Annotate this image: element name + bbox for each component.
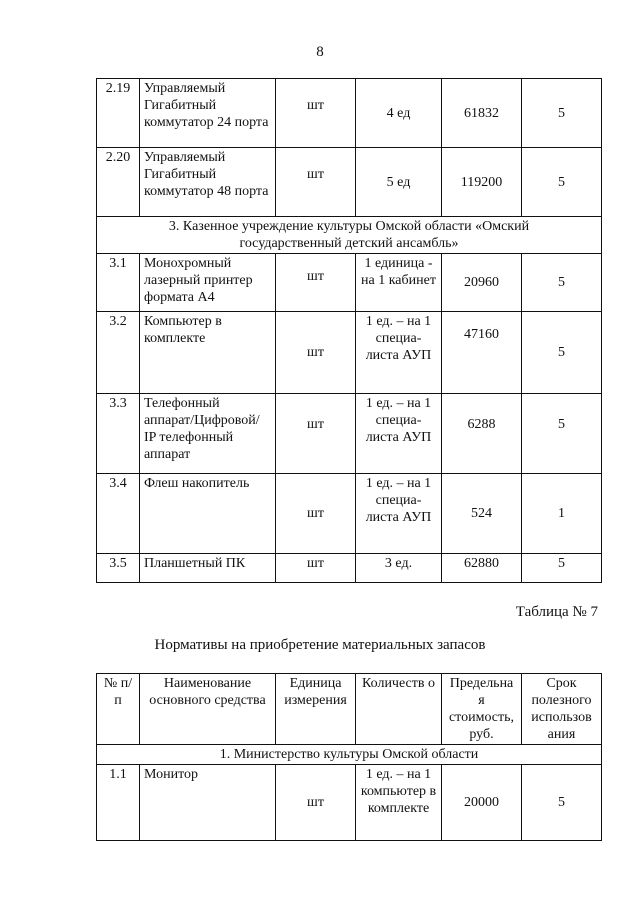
table-row [97, 79, 602, 148]
col-header-quantity: Количеств о [356, 674, 442, 745]
item-term: 1 [522, 474, 602, 554]
row-number: 3.1 [97, 254, 140, 312]
item-quantity: 1 ед. – на 1 специа-листа АУП [356, 394, 442, 474]
item-name: Телефонный аппарат/Цифровой/ IP телефонный аппарат [140, 394, 276, 474]
item-unit: шт [276, 312, 356, 394]
item-price: 119200 [442, 148, 522, 217]
table-row [97, 254, 602, 312]
item-price: 20000 [442, 765, 522, 841]
item-unit: шт [276, 148, 356, 217]
table-row [97, 554, 602, 583]
item-term: 5 [522, 254, 602, 312]
item-quantity: 1 единица - на 1 кабинет [356, 254, 442, 312]
col-header-term: Срок полезного использов ания [522, 674, 602, 745]
item-unit: шт [276, 79, 356, 148]
item-unit: шт [276, 394, 356, 474]
col-header-number: № п/п [97, 674, 140, 745]
item-term: 5 [522, 554, 602, 583]
row-number: 1.1 [97, 765, 140, 841]
row-number: 3.2 [97, 312, 140, 394]
row-number: 2.20 [97, 148, 140, 217]
material-supplies-norms-table [96, 673, 602, 841]
table-row [97, 765, 602, 841]
table-row [97, 148, 602, 217]
item-term: 5 [522, 394, 602, 474]
item-quantity: 1 ед. – на 1 компьютер в комплекте [356, 765, 442, 841]
item-quantity: 3 ед. [356, 554, 442, 583]
col-header-name: Наименование основного средства [140, 674, 276, 745]
table-row [97, 474, 602, 554]
section-header-row [97, 745, 602, 765]
item-quantity: 4 ед [356, 79, 442, 148]
item-name: Компьютер в комплекте [140, 312, 276, 394]
item-price: 524 [442, 474, 522, 554]
item-unit: шт [276, 765, 356, 841]
item-name: Монохромный лазерный принтер формата А4 [140, 254, 276, 312]
item-term: 5 [522, 148, 602, 217]
row-number: 2.19 [97, 79, 140, 148]
table-row [97, 394, 602, 474]
item-unit: шт [276, 254, 356, 312]
row-number: 3.4 [97, 474, 140, 554]
item-unit: шт [276, 554, 356, 583]
item-name: Планшетный ПК [140, 554, 276, 583]
item-quantity: 5 ед [356, 148, 442, 217]
section-title: 1. Министерство культуры Омской области [97, 745, 602, 765]
item-name: Монитор [140, 765, 276, 841]
item-price: 20960 [442, 254, 522, 312]
item-price: 47160 [442, 312, 522, 394]
item-name: Управляемый Гигабитный коммутатор 48 порта [140, 148, 276, 217]
item-unit: шт [276, 474, 356, 554]
item-quantity: 1 ед. – на 1 специа-листа АУП [356, 474, 442, 554]
item-term: 5 [522, 765, 602, 841]
equipment-norms-table-continued [96, 78, 602, 583]
table-title: Нормативы на приобретение материальных запасов [154, 637, 486, 653]
item-name: Флеш накопитель [140, 474, 276, 554]
item-price: 62880 [442, 554, 522, 583]
header-row [97, 674, 602, 745]
item-name: Управляемый Гигабитный коммутатор 24 порта [140, 79, 276, 148]
col-header-unit: Единица измерения [276, 674, 356, 745]
section-title: 3. Казенное учреждение культуры Омской области «Омский государственный детский ансамбль» [97, 217, 602, 254]
row-number: 3.3 [97, 394, 140, 474]
item-term: 5 [522, 312, 602, 394]
item-quantity: 1 ед. – на 1 специа-листа АУП [356, 312, 442, 394]
section-header-row [97, 217, 602, 254]
item-price: 6288 [442, 394, 522, 474]
table-row [97, 312, 602, 394]
row-number: 3.5 [97, 554, 140, 583]
page-number: 8 [316, 44, 324, 60]
col-header-price: Предельна я стоимость, руб. [442, 674, 522, 745]
table-label: Таблица № 7 [515, 604, 598, 620]
item-term: 5 [522, 79, 602, 148]
item-price: 61832 [442, 79, 522, 148]
